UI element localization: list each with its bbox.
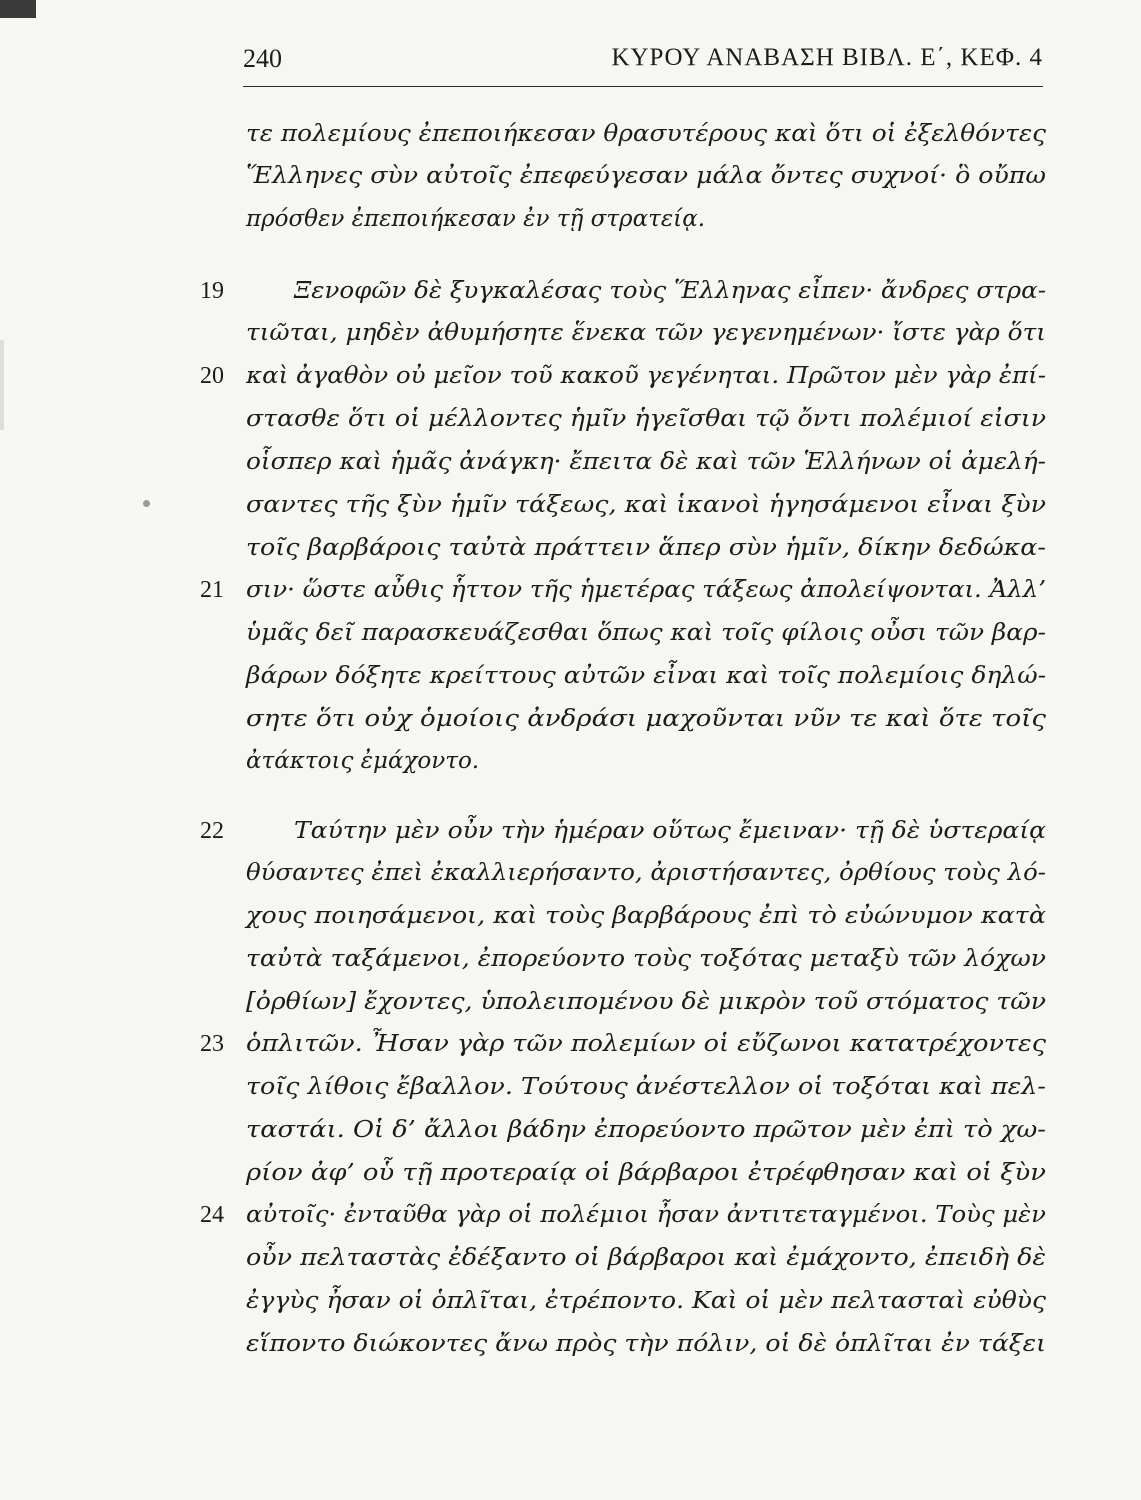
text-line: σιν· ὥστε αὖθις ἧττον τῆς ἡμετέρας τάξεως ἀπολείψονται. Ἀλλ’ [246,577,1046,603]
page-number: 240 [243,44,282,73]
section-number: 20 [200,363,224,389]
text-line: τοῖς βαρβάροις ταὐτὰ πράττειν ἅπερ σὺν ἡμῖν, δίκην δεδώκα- [246,535,1047,561]
text-line: βάρων δόξητε κρείττους αὐτῶν εἶναι καὶ τοῖς πολεμίοις δηλώ- [246,663,1047,689]
text-line: τε πολεμίους ἐπεποιήκεσαν θρασυτέρους καὶ ὅτι οἱ ἐξελθόντες [246,121,1047,147]
text-line: ἐγγὺς ἦσαν οἱ ὁπλῖται, ἐτρέποντο. Καὶ οἱ μὲν πελτασταὶ εὐθὺς [246,1288,1047,1314]
text-line: σητε ὅτι οὐχ ὁμοίοις ἀνδράσι μαχοῦνται νῦν τε καὶ ὅτε τοῖς [246,706,1047,732]
text-line: τοῖς λίθοις ἔβαλλον. Τούτους ἀνέστελλον οἱ τοξόται καὶ πελ- [246,1074,1046,1100]
text-line: θύσαντες ἐπεὶ ἐκαλλιερήσαντο, ἀριστήσαντες, ὀρθίους τοὺς λό- [246,860,1047,886]
running-head: ΚΥΡΟΥ ΑΝΑΒΑΣΗ ΒΙΒΛ. Ε΄, ΚΕΦ. 4 [611,44,1043,71]
section-number: 24 [200,1202,224,1228]
text-line: καὶ ἀγαθὸν οὐ μεῖον τοῦ κακοῦ γεγένηται. Πρῶτον μὲν γὰρ ἐπί- [246,363,1046,389]
text-line: οὖν πελταστὰς ἐδέξαντο οἱ βάρβαροι καὶ ἐμάχοντο, ἐπειδὴ δὲ [246,1245,1047,1271]
text-line: ρίον ἀφ’ οὗ τῇ προτεραίᾳ οἱ βάρβαροι ἐτρέφθησαν καὶ οἱ ξὺν [246,1160,1046,1186]
text-line: σαντες τῆς ξὺν ἡμῖν τάξεως, καὶ ἱκανοὶ ἡγησάμενοι εἶναι ξὺν [246,492,1047,518]
text-line: πρόσθεν ἐπεποιήκεσαν ἐν τῇ στρατείᾳ. [246,206,706,232]
section-number: 23 [200,1031,224,1057]
text-line: ὁπλιτῶν. Ἦσαν γὰρ τῶν πολεμίων οἱ εὔζωνοι κατατρέχοντες [246,1031,1046,1057]
text-line: Ἕλληνες σὺν αὐτοῖς ἐπεφεύγεσαν μάλα ὄντες συχνοί· ὃ οὔπω [246,163,1046,189]
text-line: ἀτάκτοις ἐμάχοντο. [246,748,480,774]
text-line: εἵποντο διώκοντες ἄνω πρὸς τὴν πόλιν, οἱ δὲ ὁπλῖται ἐν τάξει [246,1331,1047,1357]
text-line: Ξενοφῶν δὲ ξυγκαλέσας τοὺς Ἕλληνας εἶπεν· ἄνδρες στρα- [294,278,1046,304]
text-line: ταστάι. Οἱ δ’ ἄλλοι βάδην ἐπορεύοντο πρῶτον μὲν ἐπὶ τὸ χω- [246,1117,1046,1143]
text-line: τιῶται, μηδὲν ἀθυμήσητε ἕνεκα τῶν γεγενημένων· ἴστε γὰρ ὅτι [246,320,1046,346]
text-line: οἷσπερ καὶ ἡμᾶς ἀνάγκη· ἔπειτα δὲ καὶ τῶν Ἑλλήνων οἱ ἀμελή- [246,449,1047,475]
text-line: χους ποιησάμενοι, καὶ τοὺς βαρβάρους ἐπὶ τὸ εὐώνυμον κατὰ [246,903,1047,929]
section-number: 22 [200,818,224,844]
text-line: Ταύτην μὲν οὖν τὴν ἡμέραν οὕτως ἔμειναν· τῇ δὲ ὑστεραίᾳ [294,818,1047,844]
section-number: 21 [200,577,224,603]
text-line: ὑμᾶς δεῖ παρασκευάζεσθαι ὅπως καὶ τοῖς φίλοις οὖσι τῶν βαρ- [246,620,1046,646]
text-line: στασθε ὅτι οἱ μέλλοντες ἡμῖν ἡγεῖσθαι τῷ ὄντι πολέμιοί εἰσιν [246,406,1046,432]
text-line: ταὐτὰ ταξάμενοι, ἐπορεύοντο τοὺς τοξότας μεταξὺ τῶν λόχων [246,946,1046,972]
text-line: αὐτοῖς· ἐνταῦθα γὰρ οἱ πολέμιοι ἦσαν ἀντιτεταγμένοι. Τοὺς μὲν [246,1202,1046,1228]
section-number: 19 [200,278,224,304]
text-line: [ὀρθίων] ἔχοντες, ὑπολειπομένου δὲ μικρὸν τοῦ στόματος τῶν [246,989,1047,1015]
